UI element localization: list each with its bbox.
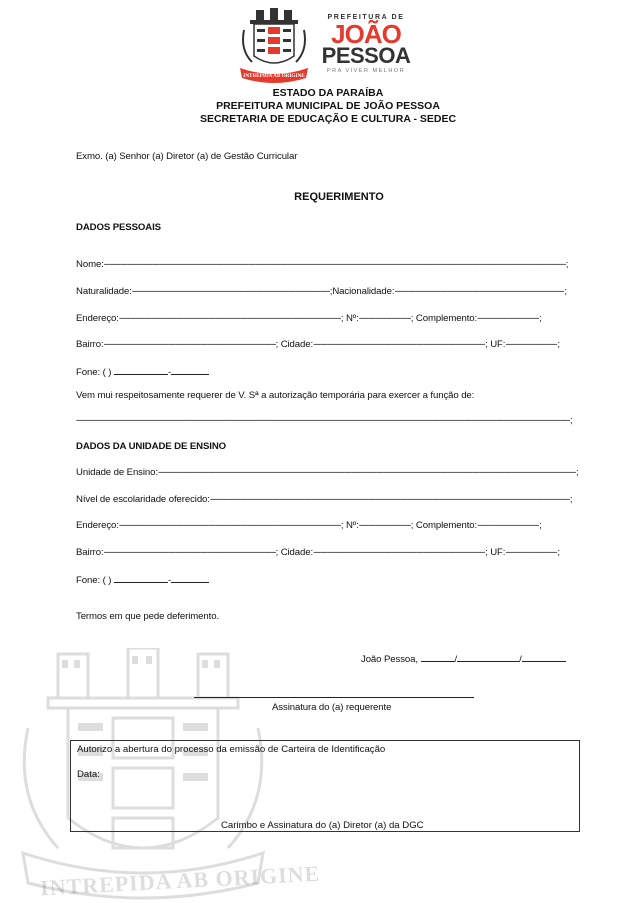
- fill-numero[interactable]: [359, 313, 411, 324]
- field-endereco-row[interactable]: Endereço:----- ; Nº:----- ; Complemento:----- ;: [76, 313, 542, 324]
- fill-fone-prefix[interactable]: [114, 365, 168, 375]
- prefeitura-logo: [238, 8, 418, 84]
- document-title: REQUERIMENTO: [294, 191, 384, 203]
- fill-nome[interactable]: [104, 259, 566, 270]
- date-place[interactable]: [361, 652, 566, 665]
- field-unit-endereco-row[interactable]: Endereço:----- ; Nº:----- ; Complemento:----- ;: [76, 520, 542, 531]
- addressee: Exmo. (a) Senhor (a) Diretor (a) de Gestão Curricular: [76, 151, 298, 162]
- label-unit-complemento: ; Complemento:: [410, 520, 478, 531]
- label-bairro: Bairro:: [76, 339, 104, 350]
- fone-separator: -: [167, 367, 172, 378]
- brand-slogan: PRA VIVER MELHOR: [326, 68, 406, 74]
- label-unit-numero: ; Nº:: [340, 520, 359, 531]
- closing-text: Termos em que pede deferimento.: [76, 611, 220, 622]
- authorization-text: Autorizo a abertura do processo da emissão de Carteira de Identificação: [77, 744, 386, 755]
- field-nivel[interactable]: Nível de escolaridade oferecido:----- ;: [76, 494, 572, 505]
- label-complemento: ; Complemento:: [410, 313, 478, 324]
- fill-funcao[interactable]: [76, 415, 570, 426]
- label-unit-endereco: Endereço:: [76, 520, 119, 531]
- fill-uf[interactable]: [505, 339, 557, 350]
- authorization-stamp-label: Carimbo e Assinatura do (a) Diretor (a) da DGC: [221, 820, 424, 831]
- brand-wordmark: [314, 14, 418, 78]
- fill-endereco[interactable]: [119, 313, 341, 324]
- field-naturalidade-row[interactable]: Naturalidade:----- ;Nacionalidade:----- ;: [76, 286, 567, 297]
- date-separator-1: /: [454, 654, 458, 665]
- label-endereco: Endereço:: [76, 313, 119, 324]
- label-unit-cidade: ; Cidade:: [275, 547, 314, 558]
- field-nome[interactable]: Nome:----- ;: [76, 259, 568, 270]
- request-text: Vem mui respeitosamente requerer de V. Sª a autorização temporária para exercer a função de:: [76, 390, 475, 401]
- fill-unit-complemento[interactable]: [477, 520, 539, 531]
- date-separator-2: /: [519, 654, 522, 665]
- fill-day[interactable]: [421, 652, 455, 662]
- fill-unit-uf[interactable]: [505, 547, 557, 558]
- header-secretaria: SECRETARIA DE EDUCAÇÃO E CULTURA - SEDEC: [199, 113, 457, 125]
- label-nome: Nome:: [76, 259, 104, 270]
- fill-unidade[interactable]: [158, 467, 576, 478]
- fill-bairro[interactable]: [104, 339, 276, 350]
- field-bairro-row[interactable]: Bairro:----- ; Cidade:----- ; UF:----- ;: [76, 339, 560, 350]
- label-date-place: João Pessoa,: [361, 654, 418, 665]
- label-unit-uf: ; UF:: [485, 547, 506, 558]
- fill-month[interactable]: [457, 652, 519, 662]
- label-unidade: Unidade de Ensino:: [76, 467, 158, 478]
- label-cidade: ; Cidade:: [275, 339, 314, 350]
- brand-city-line2: PESSOA: [321, 43, 411, 68]
- authorization-date-label: Data:: [77, 769, 100, 780]
- fill-year[interactable]: [522, 652, 566, 662]
- header-title-block: [0, 87, 638, 126]
- field-unit-bairro-row[interactable]: Bairro:----- ; Cidade:----- ; UF:----- ;: [76, 547, 560, 558]
- fill-unit-bairro[interactable]: [104, 547, 276, 558]
- fill-unit-fone-prefix[interactable]: [114, 573, 168, 583]
- brand-city-line1: JOÃO: [331, 19, 401, 49]
- label-nivel: Nível de escolaridade oferecido:: [76, 494, 210, 505]
- field-fone[interactable]: [76, 365, 209, 378]
- fill-unit-endereco[interactable]: [119, 520, 341, 531]
- header-state: ESTADO DA PARAÍBA: [272, 87, 384, 99]
- label-nacionalidade: ;Nacionalidade:: [329, 286, 395, 297]
- authorization-box: [70, 740, 580, 832]
- fill-naturalidade[interactable]: [132, 286, 330, 297]
- fill-nacionalidade[interactable]: [394, 286, 564, 297]
- label-numero: ; Nº:: [340, 313, 359, 324]
- fill-unit-fone-suffix[interactable]: [171, 573, 209, 583]
- brand-prefeitura: PREFEITURA DE: [327, 14, 405, 21]
- city-crest-icon: [238, 8, 310, 84]
- label-unit-fone: Fone: ( ): [76, 575, 112, 586]
- field-funcao[interactable]: -----;: [76, 415, 573, 426]
- unit-fone-separator: -: [167, 575, 172, 586]
- label-naturalidade: Naturalidade:: [76, 286, 132, 297]
- fill-unit-cidade[interactable]: [313, 547, 485, 558]
- section-unit-heading: DADOS DA UNIDADE DE ENSINO: [76, 441, 227, 452]
- fill-fone-suffix[interactable]: [171, 365, 209, 375]
- fill-nivel[interactable]: [210, 494, 570, 505]
- logo-motto: INTREPIDA AB ORIGINE: [243, 73, 305, 79]
- fill-cidade[interactable]: [313, 339, 485, 350]
- label-uf: ; UF:: [485, 339, 506, 350]
- fill-unit-numero[interactable]: [359, 520, 411, 531]
- field-unit-fone[interactable]: [76, 573, 209, 586]
- header-prefeitura: PREFEITURA MUNICIPAL DE JOÃO PESSOA: [216, 100, 440, 112]
- label-unit-bairro: Bairro:: [76, 547, 104, 558]
- fill-complemento[interactable]: [477, 313, 539, 324]
- label-fone: Fone: ( ): [76, 367, 112, 378]
- section-personal-heading: DADOS PESSOAIS: [76, 222, 161, 233]
- watermark-motto: INTREPIDA AB ORIGINE: [39, 860, 321, 901]
- signature-line[interactable]: [194, 697, 474, 698]
- signature-label: Assinatura do (a) requerente: [272, 702, 392, 713]
- field-unidade[interactable]: Unidade de Ensino:----- ;: [76, 467, 579, 478]
